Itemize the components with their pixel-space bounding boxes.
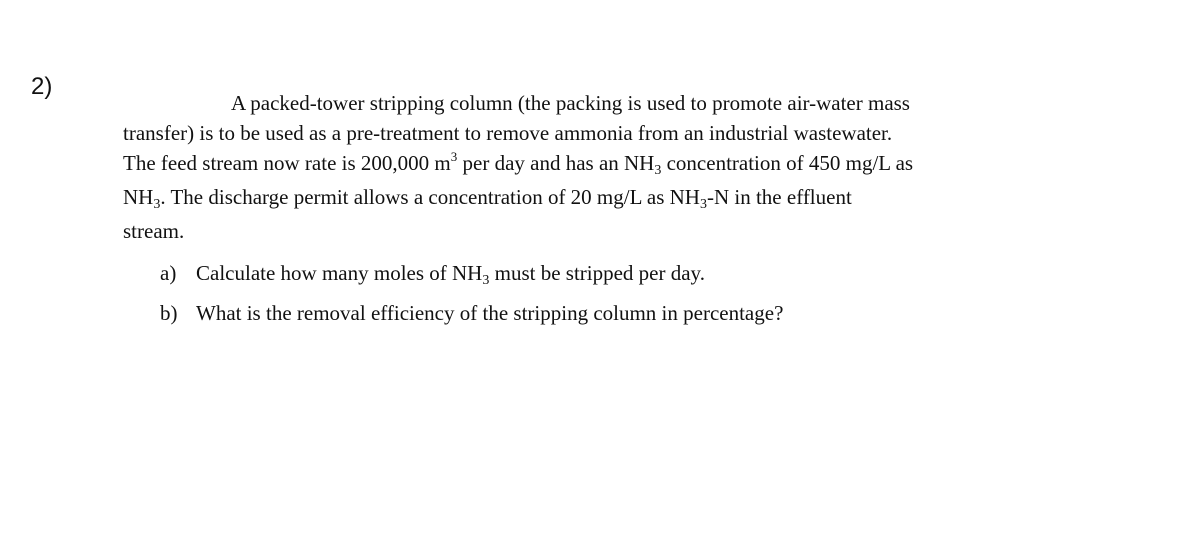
sub-question-a-text-1: Calculate how many moles of NH [196, 261, 483, 285]
question-number: 2) [31, 73, 53, 100]
sub-question-a [160, 255, 783, 295]
problem-line-1: A packed-tower stripping column (the packing is used to promote air-water mass [231, 91, 910, 115]
sub-questions [160, 255, 783, 331]
sub-question-a-letter: a) [160, 261, 177, 285]
sub-question-b [160, 295, 783, 331]
nh3-subscript: 3 [699, 197, 707, 212]
problem-line-4-text-b: . The discharge permit allows a concentration of 20 mg/L as NH [160, 185, 700, 209]
problem-line-3-text-b: per day and has an NH [457, 151, 655, 175]
problem-line-2: transfer) is to be used as a pre-treatment to remove ammonia from an industrial wastewater. [123, 121, 893, 145]
problem-line-5: stream. [123, 219, 185, 243]
problem-line-4 [123, 182, 1083, 216]
problem-line-4-text-c: -N in the effluent [706, 185, 852, 209]
nh3-subscript: 3 [482, 273, 490, 288]
sub-question-b-text: What is the removal efficiency of the stripping column in percentage? [196, 301, 784, 325]
nh3-subscript: 3 [153, 197, 161, 212]
problem-line-3-text-a: The feed stream now rate is 200,000 m [123, 151, 451, 175]
sub-question-a-text-2: must be stripped per day. [489, 261, 705, 285]
problem-statement [123, 88, 1083, 246]
problem-line-4-text-a: NH [123, 185, 154, 209]
cubic-superscript: 3 [450, 149, 458, 164]
problem-line-3-text-c: concentration of 450 mg/L as [661, 151, 914, 175]
nh3-subscript: 3 [654, 163, 662, 178]
problem-line-3 [123, 148, 1083, 182]
sub-question-b-letter: b) [160, 301, 178, 325]
